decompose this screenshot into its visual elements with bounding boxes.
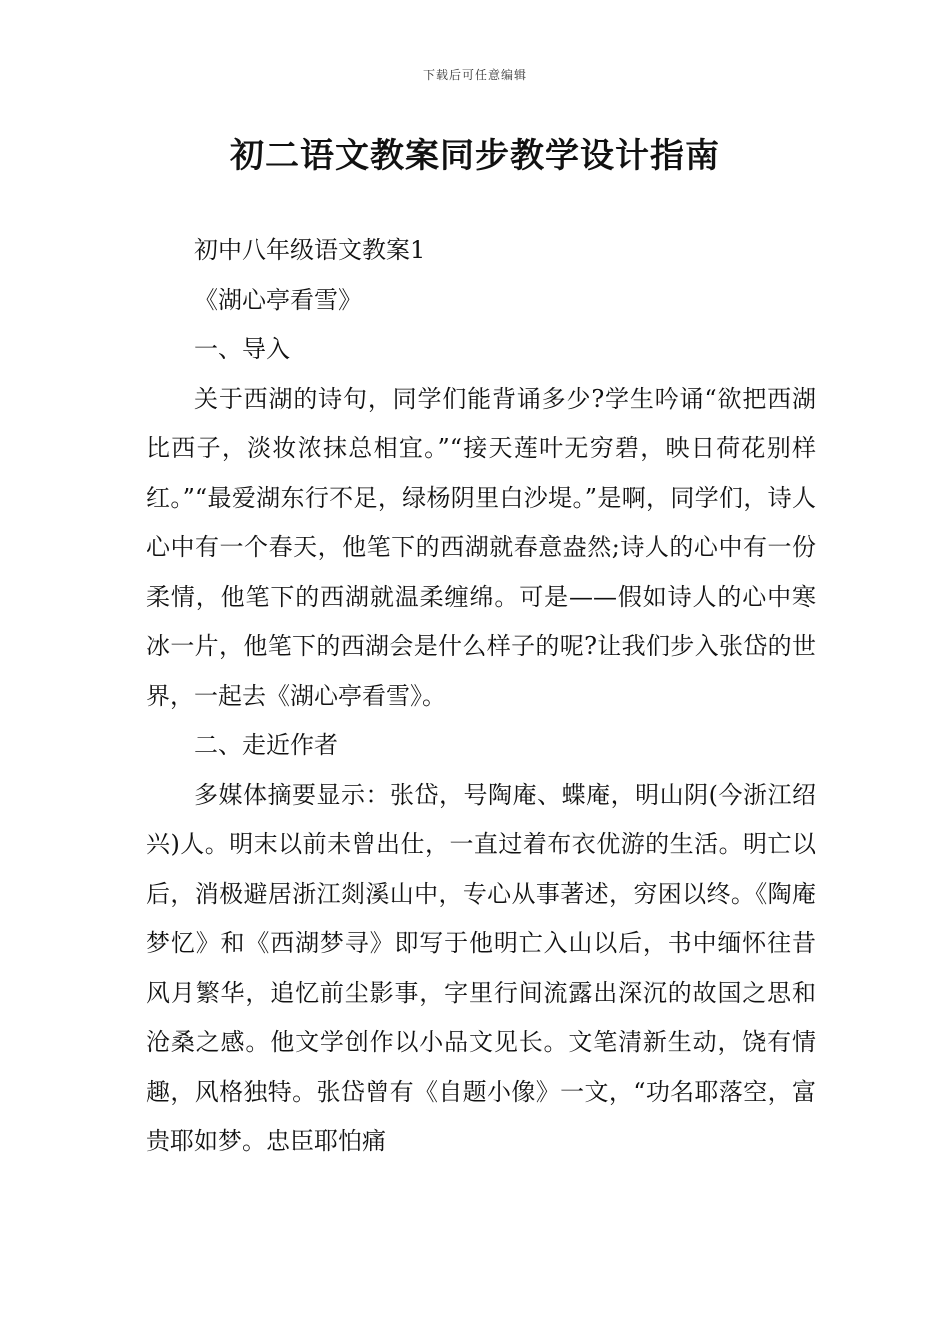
section-heading-intro: 一、导入 [194, 335, 290, 363]
document-title: 初二语文教案同步教学设计指南 [230, 136, 720, 176]
document-body [146, 226, 816, 1167]
author-paragraph: 多媒体摘要显示：张岱，号陶庵、蝶庵，明山阴(今浙江绍兴)人。明末以前未曾出仕，一直过着布衣优游的生活。明亡以后，消极避居浙江剡溪山中，专心从事著述，穷困以终。《陶庵梦忆》和《西湖梦寻》即写于他明亡入山以后，书中缅怀往昔风月繁华，追忆前尘影事，字里行间流露出深沉的故国之思和沧桑之感。他文学创作以小品文见长。文笔清新生动，饶有情趣，风格独特。张岱曾有《自题小像》一文，“功名耶落空，富贵耶如梦。忠臣耶怕痛 [146, 780, 816, 1155]
header-note: 下载后可任意编辑 [422, 68, 527, 82]
section-heading-author: 二、走近作者 [194, 731, 338, 759]
lesson-title: 《湖心亭看雪》 [194, 285, 362, 314]
intro-paragraph: 关于西湖的诗句，同学们能背诵多少?学生吟诵“欲把西湖比西子，淡妆浓抹总相宜。”“接天莲叶无穷碧，映日荷花别样红。”“最爱湖东行不足，绿杨阴里白沙堤。”是啊，同学们，诗人心中有一个春天，他笔下的西湖就春意盎然;诗人的心中有一份柔情，他笔下的西湖就温柔缠绵。可是——假如诗人的心中寒冰一片，他笔下的西湖会是什么样子的呢?让我们步入张岱的世界，一起去《湖心亭看雪》。 [146, 384, 816, 710]
lesson-heading: 初中八年级语文教案1 [194, 236, 426, 264]
